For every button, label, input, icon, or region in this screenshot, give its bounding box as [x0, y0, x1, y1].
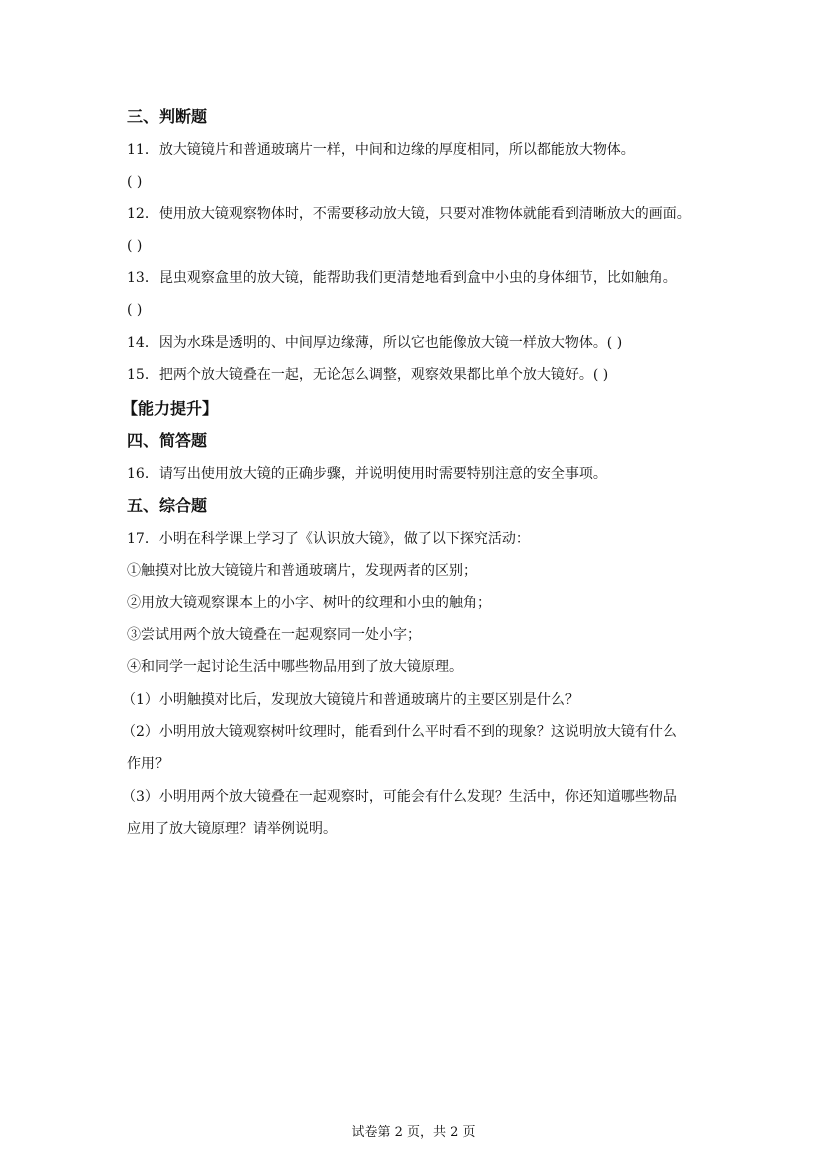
sub-question-2: （2）小明用放大镜观察树叶纹理时，能看到什么平时看不到的现象？这说明放大镜有什么	[122, 724, 677, 740]
question-14: 14．因为水珠是透明的、中间厚边缘薄，所以它也能像放大镜一样放大物体。( )	[127, 335, 623, 351]
ability-section-label: 【能力提升】	[122, 399, 219, 418]
sub-question-3: （3）小明用两个放大镜叠在一起观察时，可能会有什么发现？生活中，你还知道哪些物品	[122, 789, 677, 805]
question-16: 16．请写出使用放大镜的正确步骤，并说明使用时需要特别注意的安全事项。	[127, 466, 607, 482]
sub-question-1: （1）小明触摸对比后，发现放大镜镜片和普通玻璃片的主要区别是什么？	[122, 692, 579, 708]
question-13-answer-blank: ( )	[127, 302, 143, 318]
question-12-answer-blank: ( )	[127, 238, 143, 254]
question-17: 17．小明在科学课上学习了《认识放大镜》，做了以下探究活动：	[127, 531, 530, 547]
question-15: 15．把两个放大镜叠在一起，无论怎么调整，观察效果都比单个放大镜好。( )	[127, 367, 609, 383]
question-13: 13．昆虫观察盒里的放大镜，能帮助我们更清楚地看到盒中小虫的身体细节，比如触角。	[127, 270, 677, 286]
page-footer: 试卷第 2 页，共 2 页	[351, 1125, 476, 1140]
question-11-answer-blank: ( )	[127, 174, 143, 190]
section-4-title: 四、简答题	[127, 431, 208, 450]
section-5-title: 五、综合题	[127, 496, 208, 515]
sub-question-2-continued: 作用？	[127, 756, 169, 772]
activity-step: ④和同学一起讨论生活中哪些物品用到了放大镜原理。	[127, 659, 463, 675]
question-11: 11．放大镜镜片和普通玻璃片一样，中间和边缘的厚度相同，所以都能放大物体。	[127, 142, 635, 158]
activity-step: ①触摸对比放大镜镜片和普通玻璃片，发现两者的区别；	[127, 563, 477, 579]
activity-step: ③尝试用两个放大镜叠在一起观察同一处小字；	[127, 627, 421, 643]
section-3-title: 三、判断题	[127, 107, 208, 126]
question-12: 12．使用放大镜观察物体时，不需要移动放大镜，只要对准物体就能看到清晰放大的画面。	[127, 206, 691, 222]
sub-question-3-continued: 应用了放大镜原理？请举例说明。	[127, 821, 337, 837]
activity-step: ②用放大镜观察课本上的小字、树叶的纹理和小虫的触角；	[127, 595, 491, 611]
